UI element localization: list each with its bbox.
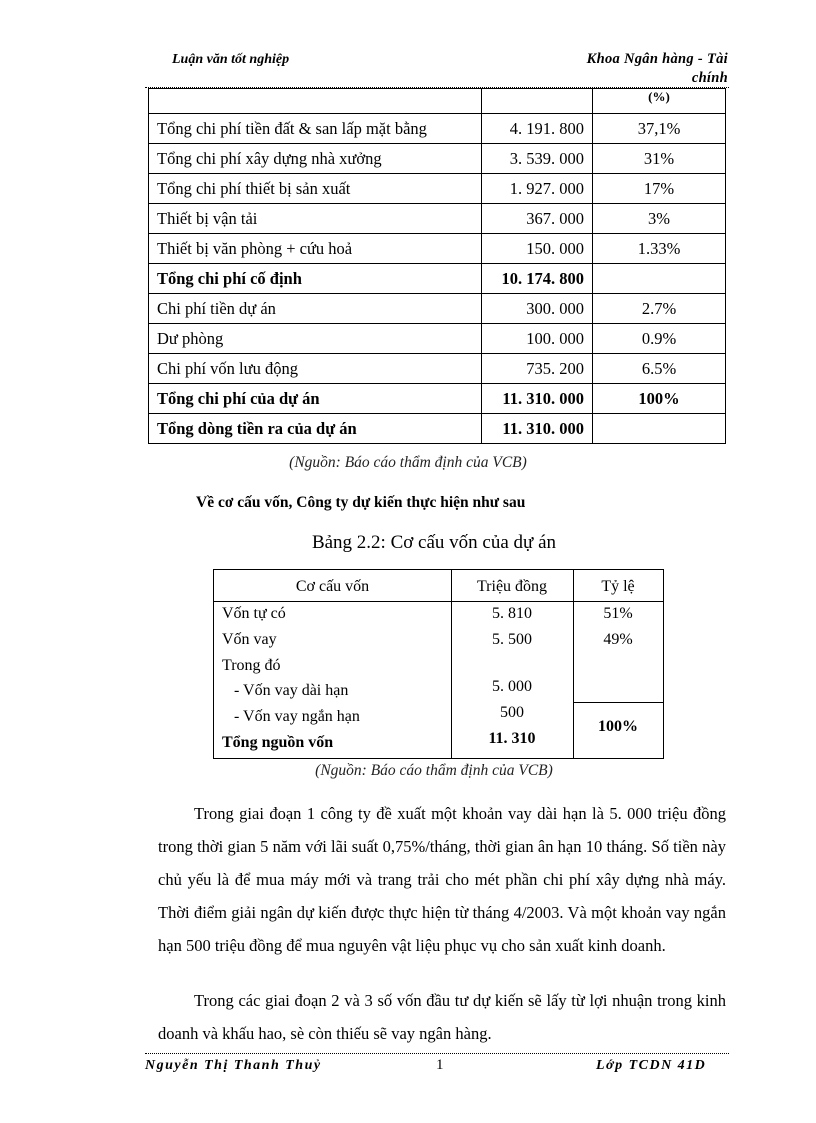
row-label: Tổng dòng tiền ra của dự án xyxy=(149,414,482,444)
row-percent xyxy=(593,414,726,444)
footer-divider xyxy=(145,1053,729,1054)
row-label-total: Tổng nguồn vốn xyxy=(222,734,334,751)
row-label: Tổng chi phí của dự án xyxy=(149,384,482,414)
row-percent: 51% xyxy=(603,605,633,622)
total-divider xyxy=(573,702,663,703)
table-row xyxy=(149,354,726,384)
header-divider xyxy=(214,601,663,602)
row-label: Thiết bị văn phòng + cứu hoả xyxy=(149,234,482,264)
table-row-cash-outflow xyxy=(149,414,726,444)
lead-heading: Về cơ cấu vốn, Công ty dự kiến thực hiện như sau xyxy=(196,494,526,511)
table-row-total xyxy=(149,384,726,414)
row-percent: 100% xyxy=(593,384,726,414)
row-percent xyxy=(593,264,726,294)
footer-class: Lớp TCDN 41D xyxy=(596,1058,707,1073)
column-header: Triệu đồng xyxy=(476,578,548,595)
row-value: 500 xyxy=(500,704,524,721)
row-value-total: 11. 310 xyxy=(488,730,536,747)
row-label: Vốn tự có xyxy=(222,605,286,622)
row-label: Chi phí vốn lưu động xyxy=(149,354,482,384)
row-percent: 17% xyxy=(593,174,726,204)
table-row xyxy=(149,204,726,234)
table1-source: (Nguồn: Báo cáo thẩm định của VCB) xyxy=(289,454,527,471)
table-row xyxy=(149,294,726,324)
table-row xyxy=(149,324,726,354)
row-percent: 6.5% xyxy=(593,354,726,384)
footer-author: Nguyễn Thị Thanh Thuỷ xyxy=(145,1058,322,1073)
table-row xyxy=(149,174,726,204)
header-cell xyxy=(482,89,593,114)
row-value: 1. 927. 000 xyxy=(482,174,593,204)
row-value: 11. 310. 000 xyxy=(482,414,593,444)
row-value: 5. 500 xyxy=(492,631,532,648)
row-value: 10. 174. 800 xyxy=(482,264,593,294)
row-percent: 31% xyxy=(593,144,726,174)
row-value: 5. 810 xyxy=(492,605,532,622)
table2-caption: Bảng 2.2: Cơ cấu vốn của dự án xyxy=(311,532,557,553)
header-cell xyxy=(149,89,482,114)
row-label: Tổng chi phí xây dựng nhà xưởng xyxy=(149,144,482,174)
column-header: Tỷ lệ xyxy=(601,578,635,595)
row-percent: 49% xyxy=(603,631,633,648)
table-header-row xyxy=(149,89,726,114)
row-label: Chi phí tiền dự án xyxy=(149,294,482,324)
row-percent: 3% xyxy=(593,204,726,234)
row-value: 11. 310. 000 xyxy=(482,384,593,414)
row-label: Trong đó xyxy=(222,657,281,674)
row-label: Vốn vay xyxy=(222,631,277,648)
column-header: Cơ cấu vốn xyxy=(295,578,370,595)
row-value: 735. 200 xyxy=(482,354,593,384)
row-value: 367. 000 xyxy=(482,204,593,234)
table-row xyxy=(149,234,726,264)
row-percent: 0.9% xyxy=(593,324,726,354)
row-label: Tổng chi phí cố định xyxy=(149,264,482,294)
row-percent: 37,1% xyxy=(593,114,726,144)
row-value: 300. 000 xyxy=(482,294,593,324)
row-percent: 1.33% xyxy=(593,234,726,264)
header-cell-percent: (%) xyxy=(593,89,726,114)
table-row-subtotal xyxy=(149,264,726,294)
cost-table xyxy=(148,88,726,444)
row-label: - Vốn vay ngắn hạn xyxy=(234,708,360,725)
row-value: 5. 000 xyxy=(492,678,532,695)
row-percent: 2.7% xyxy=(593,294,726,324)
table-row xyxy=(149,114,726,144)
header-left: Luận văn tốt nghiệp xyxy=(172,52,290,67)
row-value: 3. 539. 000 xyxy=(482,144,593,174)
header-right: Khoa Ngân hàng - Tài chính xyxy=(586,51,728,86)
row-value: 4. 191. 800 xyxy=(482,114,593,144)
row-percent-total: 100% xyxy=(598,718,638,735)
capital-structure-table xyxy=(213,569,664,759)
row-label: Dư phòng xyxy=(149,324,482,354)
body-paragraph: Trong giai đoạn 1 công ty đề xuất một khoản vay dài hạn là 5. 000 triệu đồng trong thời gian 5 năm với lãi suất 0,75%/tháng, thời gian ân hạn 10 tháng. Số tiền này chủ yếu là để mua máy mới và trang trải cho mét phần chi phí xây dựng nhà máy. Thời điểm giải ngân dự kiến được thực hiện từ tháng 4/2003. Và một khoản vay ngắn hạn 500 triệu đồng để mua nguyên vật liệu phục vụ cho sản xuất kinh doanh. xyxy=(158,804,726,955)
body-paragraph: Trong các giai đoạn 2 và 3 số vốn đầu tư dự kiến sẽ lấy từ lợi nhuận trong kinh doanh và khấu hao, sè còn thiếu sẽ vay ngân hàng. xyxy=(158,991,726,1043)
row-label: Thiết bị vận tải xyxy=(149,204,482,234)
page-number: 1 xyxy=(436,1057,444,1073)
row-label: Tổng chi phí tiền đất & san lấp mặt bằng xyxy=(149,114,482,144)
row-label: - Vốn vay dài hạn xyxy=(234,682,349,699)
table2-source: (Nguồn: Báo cáo thẩm định của VCB) xyxy=(315,762,553,779)
row-label: Tổng chi phí thiết bị sản xuất xyxy=(149,174,482,204)
row-value: 100. 000 xyxy=(482,324,593,354)
row-value: 150. 000 xyxy=(482,234,593,264)
table-row xyxy=(149,144,726,174)
